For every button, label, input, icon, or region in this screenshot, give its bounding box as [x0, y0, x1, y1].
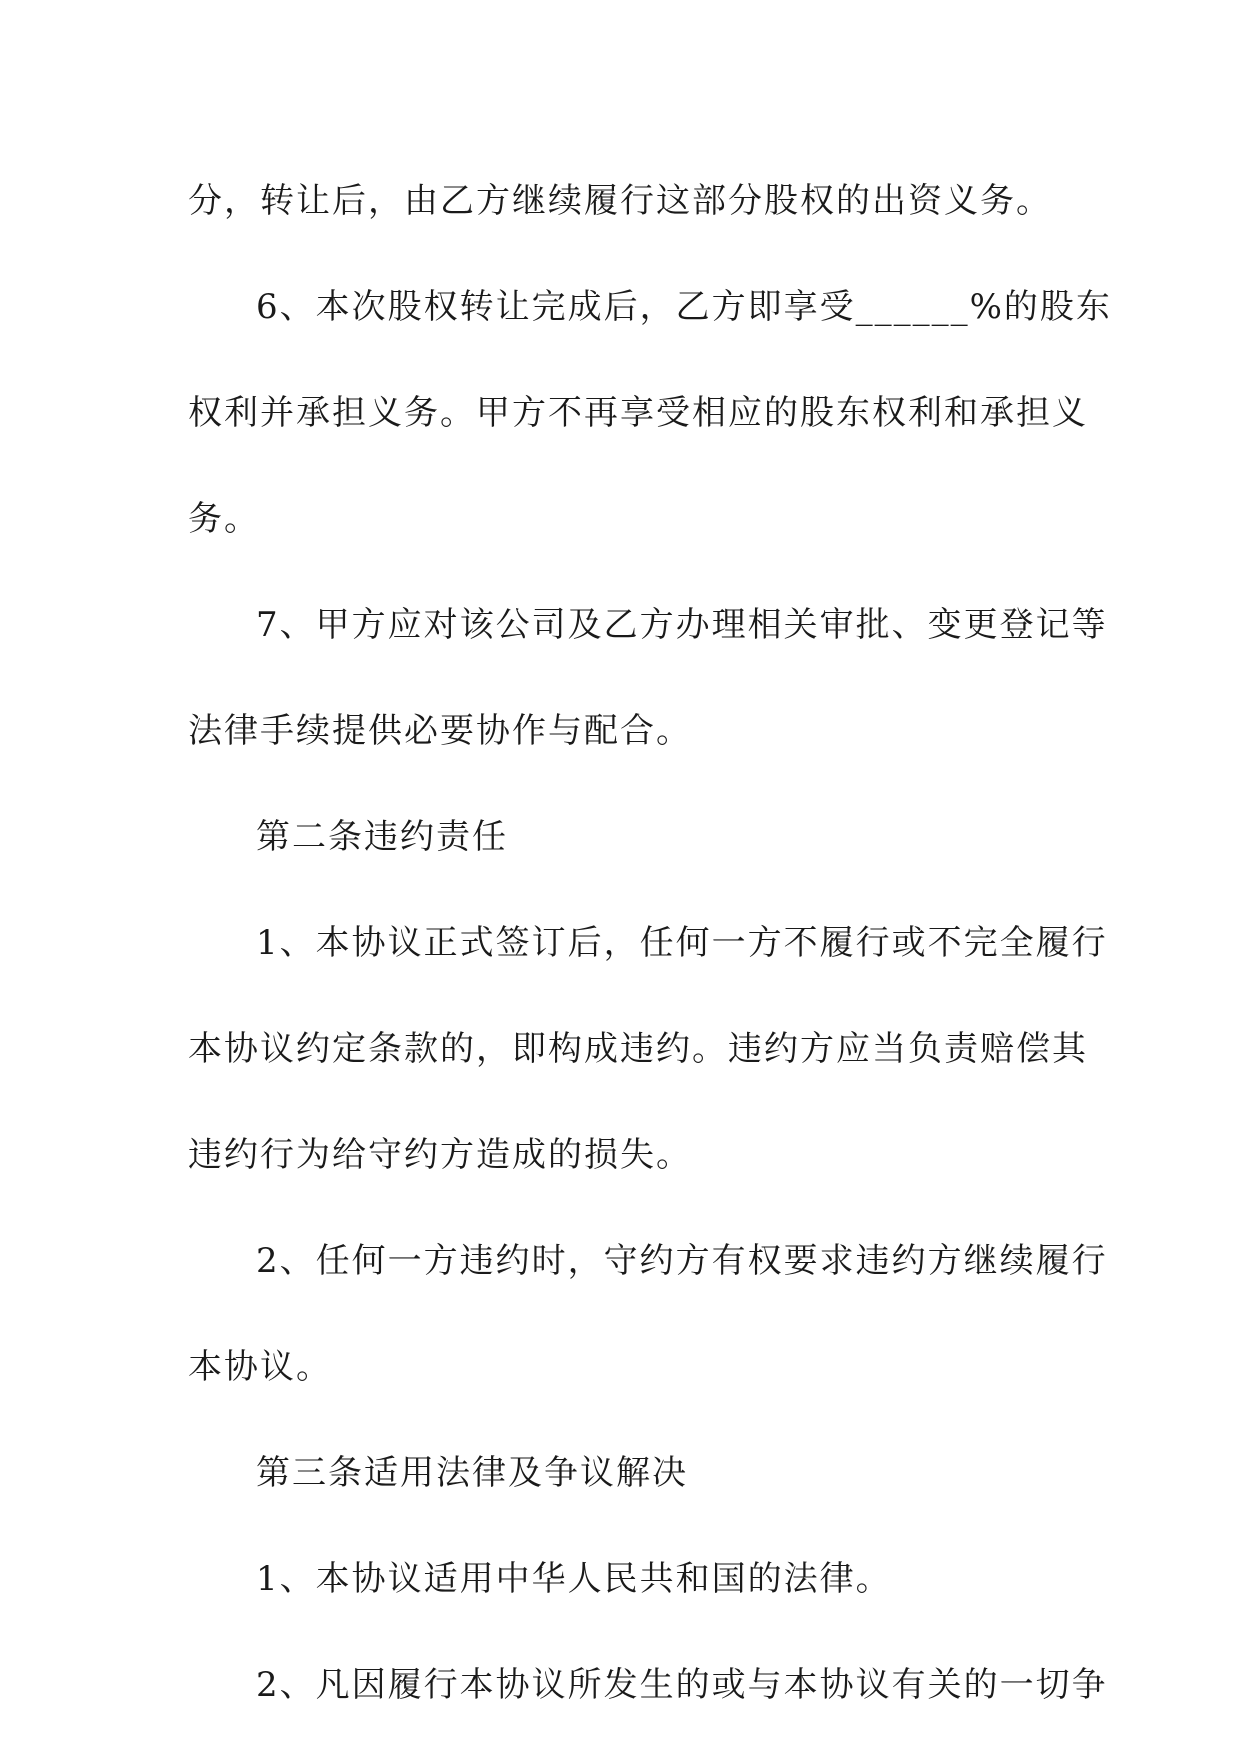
text-line-8: 1、本协议正式签订后，任何一方不履行或不完全履行 [256, 923, 1108, 963]
text-line-11: 2、任何一方违约时，守约方有权要求违约方继续履行 [256, 1241, 1108, 1281]
text-line-3: 权利并承担义务。甲方不再享受相应的股东权利和承担义 [188, 393, 1088, 433]
text-line-4: 务。 [188, 499, 260, 539]
text-line-10: 违约行为给守约方造成的损失。 [188, 1135, 692, 1175]
text-line-1: 分，转让后，由乙方继续履行这部分股权的出资义务。 [188, 181, 1052, 221]
section-heading-3: 第三条适用法律及争议解决 [256, 1453, 688, 1493]
text-line-15: 2、凡因履行本协议所发生的或与本协议有关的一切争 [256, 1665, 1108, 1705]
section-heading-2: 第二条违约责任 [256, 817, 508, 857]
text-line-14: 1、本协议适用中华人民共和国的法律。 [256, 1559, 892, 1599]
text-line-9: 本协议约定条款的，即构成违约。违约方应当负责赔偿其 [188, 1029, 1088, 1069]
text-line-12: 本协议。 [188, 1347, 332, 1387]
text-line-2: 6、本次股权转让完成后，乙方即享受______%的股东 [256, 287, 1112, 327]
text-line-5: 7、甲方应对该公司及乙方办理相关审批、变更登记等 [256, 605, 1108, 645]
text-line-6: 法律手续提供必要协作与配合。 [188, 711, 692, 751]
